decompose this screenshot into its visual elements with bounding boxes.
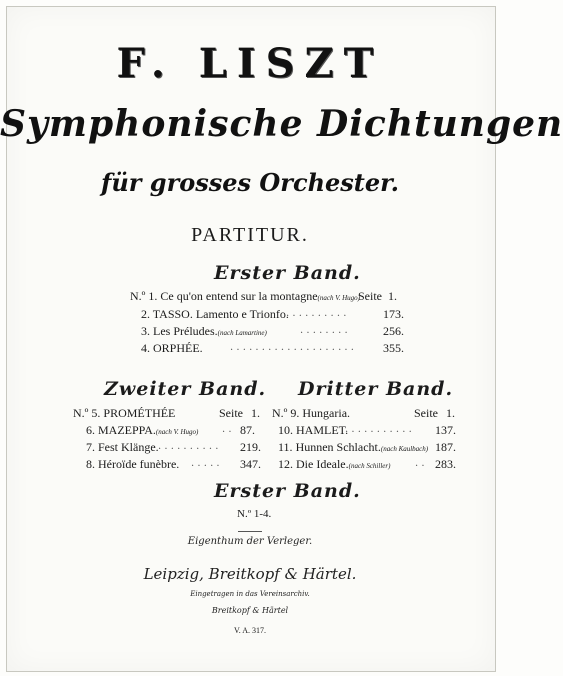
item-number: 4. — [141, 341, 150, 355]
item-name: PROMÉTHÉE — [103, 406, 176, 420]
item-name: Hunnen Schlacht. — [295, 440, 381, 454]
item-number: N.º 9. — [272, 406, 300, 420]
list-item — [278, 440, 428, 455]
item-note: (nach Schiller) — [348, 462, 391, 470]
list-item — [86, 440, 159, 455]
item-number: N.º 5. — [73, 406, 101, 420]
item-page: 256. — [383, 324, 404, 338]
item-note: (nach Kaulbach) — [380, 445, 429, 453]
item-name: Ce qu'on entend sur la montagne — [160, 289, 318, 303]
item-number: 12. — [278, 457, 293, 471]
list-item — [141, 324, 267, 339]
item-number: 6. — [86, 423, 95, 437]
item-name: MAZEPPA. — [98, 423, 156, 437]
work-title: Symphonische Dichtungen — [0, 103, 563, 145]
registration-note: Eingetragen in das Vereinsarchiv. — [190, 590, 310, 598]
leader-dots: . . . . . . . . . . — [158, 441, 219, 452]
item-number: 7. — [86, 440, 95, 454]
item-page: 1. — [251, 406, 260, 420]
band2-seite-label: Seite — [219, 406, 243, 420]
item-name: Les Préludes. — [153, 324, 218, 338]
divider — [238, 531, 262, 532]
list-item — [141, 341, 203, 356]
item-name: Hungaria. — [302, 406, 351, 420]
item-number: 8. — [86, 457, 95, 471]
item-number: 11. — [278, 440, 293, 454]
volume-heading: Erster Band. — [214, 480, 361, 502]
item-number: 10. — [278, 423, 293, 437]
item-page: 1. — [388, 289, 397, 303]
publisher: Leipzig, Breitkopf & Härtel. — [143, 565, 357, 583]
leader-dots: . . . . . — [191, 458, 220, 469]
band3-seite-label: Seite — [414, 406, 438, 420]
leader-dots: . . — [415, 458, 425, 469]
item-note: (nach Lamartine) — [217, 329, 267, 337]
item-number: 3. — [141, 324, 150, 338]
item-note: (nach V. Hugo) — [317, 294, 360, 302]
list-item — [278, 423, 348, 438]
list-item — [73, 406, 175, 421]
item-page: 355. — [383, 341, 404, 355]
item-number: N.º 1. — [130, 289, 158, 303]
item-note: (nach V. Hugo) — [155, 428, 199, 436]
item-page: 87. — [240, 423, 255, 437]
item-page: 219. — [240, 440, 261, 454]
list-item — [130, 289, 360, 304]
score-label: PARTITUR. — [191, 224, 309, 246]
item-name: Héroïde funèbre. — [98, 457, 180, 471]
band1-seite-label: Seite — [358, 289, 382, 303]
leader-dots: . . . . . . . . . . . — [345, 424, 412, 435]
item-name: Die Ideale. — [296, 457, 349, 471]
leader-dots: . . — [222, 424, 232, 435]
composer-name: F. LISZT — [116, 40, 384, 87]
list-item — [86, 457, 179, 472]
item-page: 173. — [383, 307, 404, 321]
leader-dots: . . . . . . . . — [300, 325, 348, 336]
item-name: TASSO. Lamento e Trionfo. — [152, 307, 289, 321]
list-item — [278, 457, 390, 472]
item-page: 1. — [446, 406, 455, 420]
work-subtitle: für grosses Orchester. — [101, 168, 399, 197]
item-name: ORPHÉE. — [153, 341, 203, 355]
item-page: 283. — [435, 457, 456, 471]
leader-dots: . . . . . . . . . . . . . . . . . . . . — [230, 342, 354, 353]
item-number: 2. — [141, 307, 150, 321]
item-name: HAMLET. — [296, 423, 349, 437]
list-item — [141, 307, 289, 322]
band3-heading: Dritter Band. — [298, 378, 454, 400]
band2-heading: Zweiter Band. — [104, 378, 267, 400]
item-page: 187. — [435, 440, 456, 454]
volume-numbers: N.º 1-4. — [237, 508, 272, 520]
band1-heading: Erster Band. — [214, 262, 361, 284]
publisher-signature: Breitkopf & Härtel — [211, 606, 289, 615]
list-item — [272, 406, 350, 421]
item-page: 137. — [435, 423, 456, 437]
ownership-note: Eigenthum der Verleger. — [187, 536, 313, 547]
plate-number: V. A. 317. — [233, 626, 267, 635]
item-name: Fest Klänge. — [98, 440, 159, 454]
item-page: 347. — [240, 457, 261, 471]
list-item — [86, 423, 198, 438]
leader-dots: . . . . . . . . . . — [286, 308, 347, 319]
